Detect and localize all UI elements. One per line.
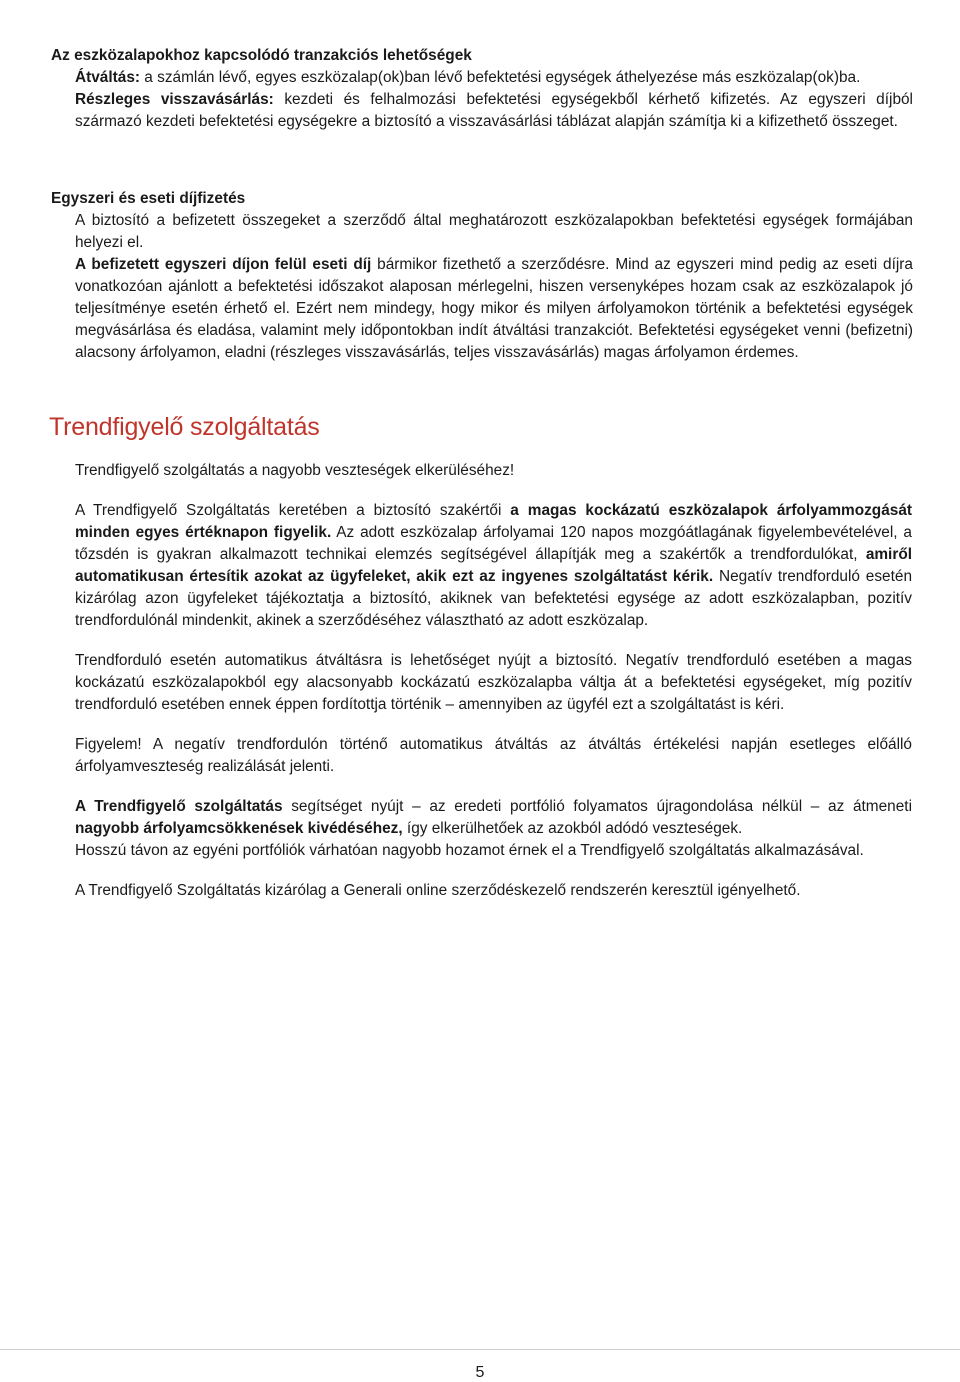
trend-section-title: Trendfigyelő szolgáltatás xyxy=(49,413,320,441)
trend-p4-bold-c: nagyobb árfolyamcsökkenések kivédéséhez, xyxy=(75,820,403,837)
trend-paragraph-6: A Trendfigyelő Szolgáltatás kizárólag a Generali online szerződéskezelő rendszerén keresztül igényelhető. xyxy=(75,882,801,899)
trend-p4-bold-a: A Trendfigyelő szolgáltatás xyxy=(75,798,283,815)
reszleges-text: kezdeti és felhalmozási befektetési egységekből kérhető kifizetés. Az egyszeri díjból származó kezdeti befektetési egységekre a biztosító a visszavásárlási táblázat alapján számítja ki a kifizethető összeget. xyxy=(75,91,913,130)
trend-intro: Trendfigyelő szolgáltatás a nagyobb veszteségek elkerüléséhez! xyxy=(75,462,515,479)
payment-paragraph-2-text: bármikor fizethető a szerződésre. Mind az egyszeri mind pedig az eseti díjra vonatkozóan ajánlott a befektetési időszakot alaposan mérlegelni, hiszen versenyképes hozam csak az eszközalapok jó teljesítménye esetén érhető el. Ezért nem mindegy, hogy mikor és milyen árfolyamokon történik a befektetési egységek megvásárlása és eladása, valamint mely időpontokban indít átváltási tranzakciót. Befektetési egységeket venni (befizetni) alacsony árfolyamon, eladni (részleges visszavásárlás, teljes visszavásárlás) magas árfolyamon érdemes. xyxy=(75,256,913,361)
atvaltas-text: a számlán lévő, egyes eszközalap(ok)ban lévő befektetési egységek áthelyezése más eszközalap(ok)ba. xyxy=(140,69,861,86)
payment-bold-phrase: A befizetett egyszeri díjon felül eseti díj xyxy=(75,256,372,273)
reszleges-term: Részleges visszavásárlás: xyxy=(75,91,274,108)
trend-paragraph-1 xyxy=(75,500,912,632)
trend-p4-part-d: így elkerülhetőek az azokból adódó veszteségek. xyxy=(402,820,743,837)
trend-paragraph-5: Hosszú távon az egyéni portfóliók várhatóan nagyobb hozamot érnek el a Trendfigyelő szolgáltatás alkalmazásával. xyxy=(75,842,864,859)
transactions-heading: Az eszközalapokhoz kapcsolódó tranzakciós lehetőségek xyxy=(51,47,472,64)
atvaltas-paragraph xyxy=(51,67,913,89)
trend-p4-part-b: segítséget nyújt – az eredeti portfólió folyamatos újragondolása nélkül – az átmeneti xyxy=(282,798,913,815)
payment-heading: Egyszeri és eseti díjfizetés xyxy=(51,190,246,207)
footer-divider xyxy=(0,1349,960,1350)
trend-p1-bold-d: amiről automatikusan értesítik azokat az ügyfeleket, akik ezt az ingyenes szolgáltatást kérik. xyxy=(75,546,912,585)
trend-paragraph-4 xyxy=(75,796,912,840)
trend-p1-part-c: Az adott eszközalap árfolyamai 120 napos mozgóátlagának figyelembevételével, a tőzsdén is gyakran alkalmazott technikai elemzés segítségével állapítják meg a szakértők a trendfordulókat, xyxy=(75,524,912,563)
trend-p1-part-e: Negatív trendforduló esetén kizárólag azon ügyfeleket tájékoztatja a biztosító, akiknek van befektetési egysége az adott eszközalapban, pozitív trendfordulónál mindenkit, akinek a szerződéséhez választható az adott eszközalap. xyxy=(75,568,913,629)
page-number: 5 xyxy=(475,1364,485,1381)
payment-paragraph-2 xyxy=(51,254,913,364)
trend-p1-part-a: A Trendfigyelő Szolgáltatás keretében a biztosító szakértői xyxy=(75,502,511,519)
trend-p1-bold-b: a magas kockázatú eszközalapok árfolyammozgását minden egyes értéknapon figyelik. xyxy=(75,502,912,541)
trend-section xyxy=(75,460,912,920)
payment-section xyxy=(51,188,913,364)
trend-paragraph-3: Figyelem! A negatív trendfordulón történő automatikus átváltás az átváltás értékelési napján esetleges előálló árfolyamveszteség realizálását jelenti. xyxy=(75,736,912,775)
atvaltas-term: Átváltás: xyxy=(75,69,141,86)
reszleges-paragraph xyxy=(51,89,913,133)
transactions-section xyxy=(51,45,913,133)
trend-paragraph-2: Trendforduló esetén automatikus átváltásra is lehetőséget nyújt a biztosító. Negatív trendforduló esetében a magas kockázatú eszközalapokból egy alacsonyabb kockázatú eszközalapba váltja át a befektetési egységeket, míg pozitív trendforduló esetében ennek éppen fordítottja történik – amennyiben az ügyfél ezt a szolgáltatást is kéri. xyxy=(75,652,912,713)
payment-paragraph-1: A biztosító a befizetett összegeket a szerződő által meghatározott eszközalapokban befektetési egységek formájában helyezi el. xyxy=(75,212,913,251)
